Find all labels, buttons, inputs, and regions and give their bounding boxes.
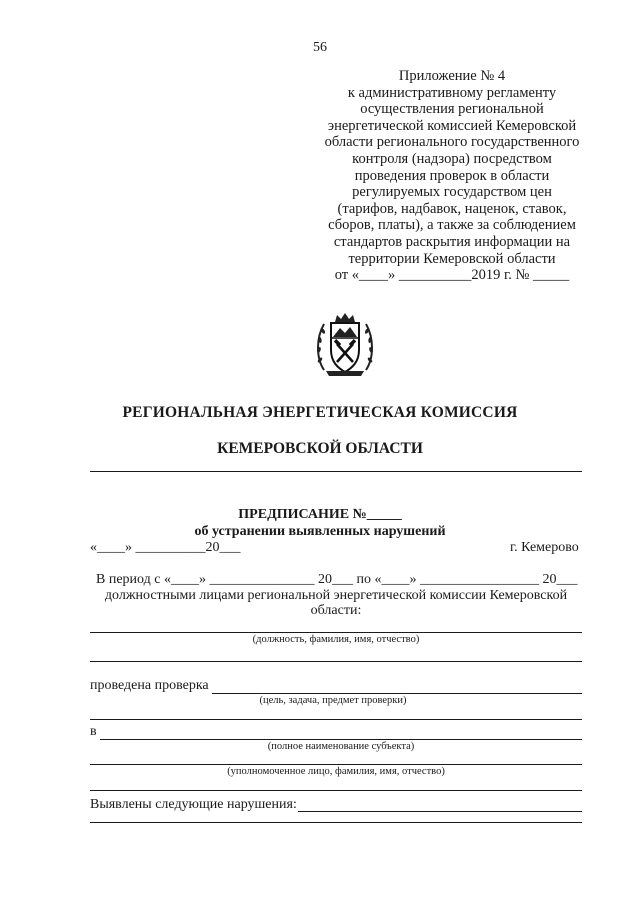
appendix-line: территории Кемеровской области xyxy=(348,250,556,267)
appendix-line: проведения проверок в области xyxy=(354,167,550,184)
appendix-line: (тарифов, надбавок, наценок, ставок, xyxy=(337,200,567,217)
coat-of-arms-icon xyxy=(314,310,376,378)
appendix-line: регулируемых государством цен xyxy=(352,184,552,201)
prescription-date: «____» __________20___ xyxy=(90,540,241,555)
org-title-line1: РЕГИОНАЛЬНАЯ ЭНЕРГЕТИЧЕСКАЯ КОМИССИЯ xyxy=(122,404,518,421)
appendix-line: энергетической комиссией Кемеровской xyxy=(327,117,577,134)
fill-line xyxy=(90,661,582,662)
fill-line xyxy=(90,790,582,791)
caption-entity: (полное наименование субъекта) xyxy=(267,741,415,752)
fill-line xyxy=(90,632,582,633)
appendix-line: от «____» __________2019 г. № _____ xyxy=(334,267,570,284)
fill-line xyxy=(90,822,582,823)
appendix-line: Приложение № 4 xyxy=(398,68,506,84)
caption-goal: (цель, задача, предмет проверки) xyxy=(259,695,407,706)
officials-line-2: области: xyxy=(310,603,362,618)
appendix-line: сборов, платы), а также за соблюдением xyxy=(328,217,576,234)
header-divider xyxy=(90,471,582,472)
caption-position: (должность, фамилия, имя, отчество) xyxy=(252,634,420,645)
appendix-line: контроля (надзора) посредством xyxy=(352,150,552,167)
appendix-block xyxy=(318,68,586,284)
appendix-line: области регионального государственного xyxy=(324,134,580,151)
in-label: в xyxy=(90,724,97,739)
prescription-subtitle: об устранении выявленных нарушений xyxy=(194,524,446,539)
inspection-label: проведена проверка xyxy=(90,678,209,693)
period-line: В период с «____» _______________ 20___ по «____» _________________ 20___ xyxy=(96,572,578,587)
violations-label: Выявлены следующие нарушения: xyxy=(90,797,297,812)
org-title-line2: КЕМЕРОВСКОЙ ОБЛАСТИ xyxy=(217,440,423,457)
fill-line xyxy=(100,739,582,740)
appendix-line: к административному регламенту xyxy=(347,84,557,101)
fill-line xyxy=(90,719,582,720)
appendix-line: стандартов раскрытия информации на xyxy=(333,233,571,250)
prescription-title: ПРЕДПИСАНИЕ №_____ xyxy=(238,507,402,522)
page-number: 56 xyxy=(313,40,327,55)
fill-line xyxy=(298,811,582,812)
officials-line-1: должностными лицами региональной энергетической комиссии Кемеровской xyxy=(104,588,568,603)
caption-authorized: (уполномоченное лицо, фамилия, имя, отчество) xyxy=(227,766,445,777)
fill-line xyxy=(212,693,582,694)
prescription-city: г. Кемерово xyxy=(510,540,579,555)
fill-line xyxy=(90,764,582,765)
appendix-line: осуществления региональной xyxy=(360,101,544,118)
